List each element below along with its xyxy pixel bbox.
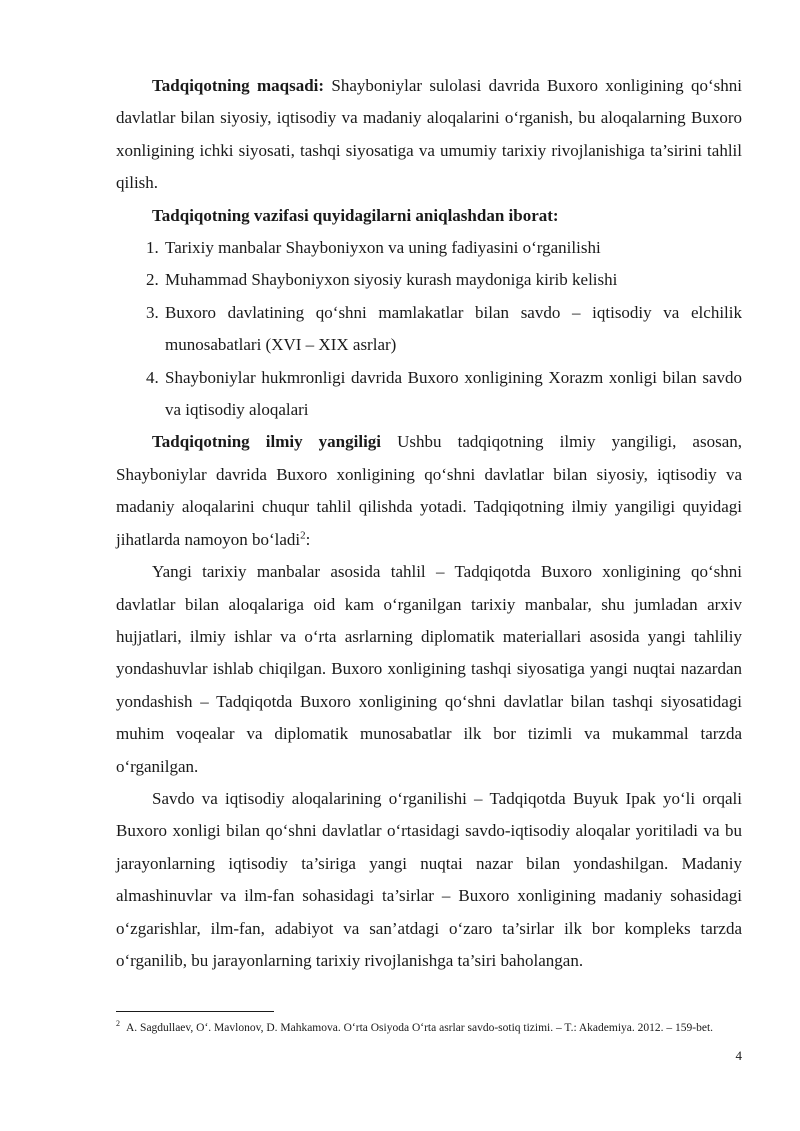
footnote-reference[interactable]: 2: [300, 529, 306, 542]
novelty-text: Ushbu tadqiqotning ilmiy yangiligi, asosan, Shayboniylar davrida Buxoro xonligining qo‘shni davlatlar bilan siyosiy, iqtisodiy va madaniy aloqalarini chuqur tahlil qilishda yotadi. Tadqiqotning ilmiy yangiligi quyidagi jihatlarda namoyon bo‘ladi: [116, 432, 742, 549]
paragraph-trade: Savdo va iqtisodiy aloqalarining o‘rganilishi – Tadqiqotda Buyuk Ipak yo‘li orqali Buxoro xonligi bilan qo‘shni davlatlar o‘rtasidagi savdo-iqtisodiy aloqalar yoritiladi va bu jarayonlarning iqtisodiy ta’siriga yangi nuqtai nazar bilan yondashilgan. Madaniy almashinuvlar va ilm-fan sohasidagi ta’sirlar – Buxoro xonligining madaniy sohasidagi o‘zgarishlar, ilm-fan, adabiyot va san’atdagi o‘zaro ta’sirlar ilk bor kompleks tarzda o‘rganilib, bu jarayonlarning tarixiy rivojlanishga ta’siri baholangan.: [116, 788, 742, 970]
tasks-heading: Tadqiqotning vazifasi quyidagilarni aniqlashdan iborat:: [152, 205, 559, 225]
paragraph-novelty: [116, 426, 742, 556]
task-item: 3. Buxoro davlatining qo‘shni mamlakatlar bilan savdo – iqtisodiy va elchilik munosabatlari (XVI – XIX asrlar): [163, 297, 742, 362]
goal-text: Shayboniylar sulolasi davrida Buxoro xonligining qo‘shni davlatlar bilan siyosiy, iqtisodiy va madaniy aloqalarini o‘rganish, bu aloqalarning Buxoro xonligining ichki siyosati, tashqi siyosatiga va umumiy tarixiy rivojlanishiga ta’sirini tahlil qilish.: [116, 76, 742, 193]
task-item: 4. Shayboniylar hukmronligi davrida Buxoro xonligining Xorazm xonligi bilan savdo va iqtisodiy aloqalari: [163, 362, 742, 427]
novelty-heading: Tadqiqotning ilmiy yangiligi: [152, 432, 382, 452]
footnote: [116, 1016, 742, 1036]
footnote-number: 2: [116, 1019, 120, 1028]
novelty-tail: :: [305, 529, 311, 549]
task-item: 2. Muhammad Shayboniyxon siyosiy kurash maydoniga kirib kelishi: [163, 264, 742, 296]
tasks-list: [116, 232, 742, 426]
page-number: 4: [735, 1048, 742, 1063]
footnote-divider: [116, 1011, 274, 1012]
footnote-text: A. Sagdullaev, O‘. Mavlonov, D. Mahkamova. O‘rta Osiyoda O‘rta asrlar savdo-sotiq tizimi. – T.: Akademiya. 2012. – 159-bet.: [126, 1021, 714, 1034]
task-item: 1. Tarixiy manbalar Shayboniyxon va uning fadiyasini o‘rganilishi: [163, 232, 742, 264]
paragraph-sources: Yangi tarixiy manbalar asosida tahlil – Tadqiqotda Buxoro xonligining qo‘shni davlatlar bilan aloqalariga oid kam o‘rganilgan tarixiy manbalar, shu jumladan arxiv hujjatlari, ilmiy ishlar va o‘rta asrlarning diplomatik materiallari asosida yangi tahliliy yondashuvlar ishlab chiqilgan. Buxoro xonligining tashqi siyosatiga yangi nuqtai nazardan yondashish – Tadqiqotda Buxoro xonligining qo‘shni davlatlar bilan tashqi siyosatidagi muhim voqealar va diplomatik munosabatlar ilk bor tizimli va mukammal tarzda o‘rganilgan.: [116, 562, 742, 776]
paragraph-goal: [116, 70, 742, 200]
goal-heading: Tadqiqotning maqsadi:: [152, 76, 325, 95]
body-text: [116, 70, 742, 977]
